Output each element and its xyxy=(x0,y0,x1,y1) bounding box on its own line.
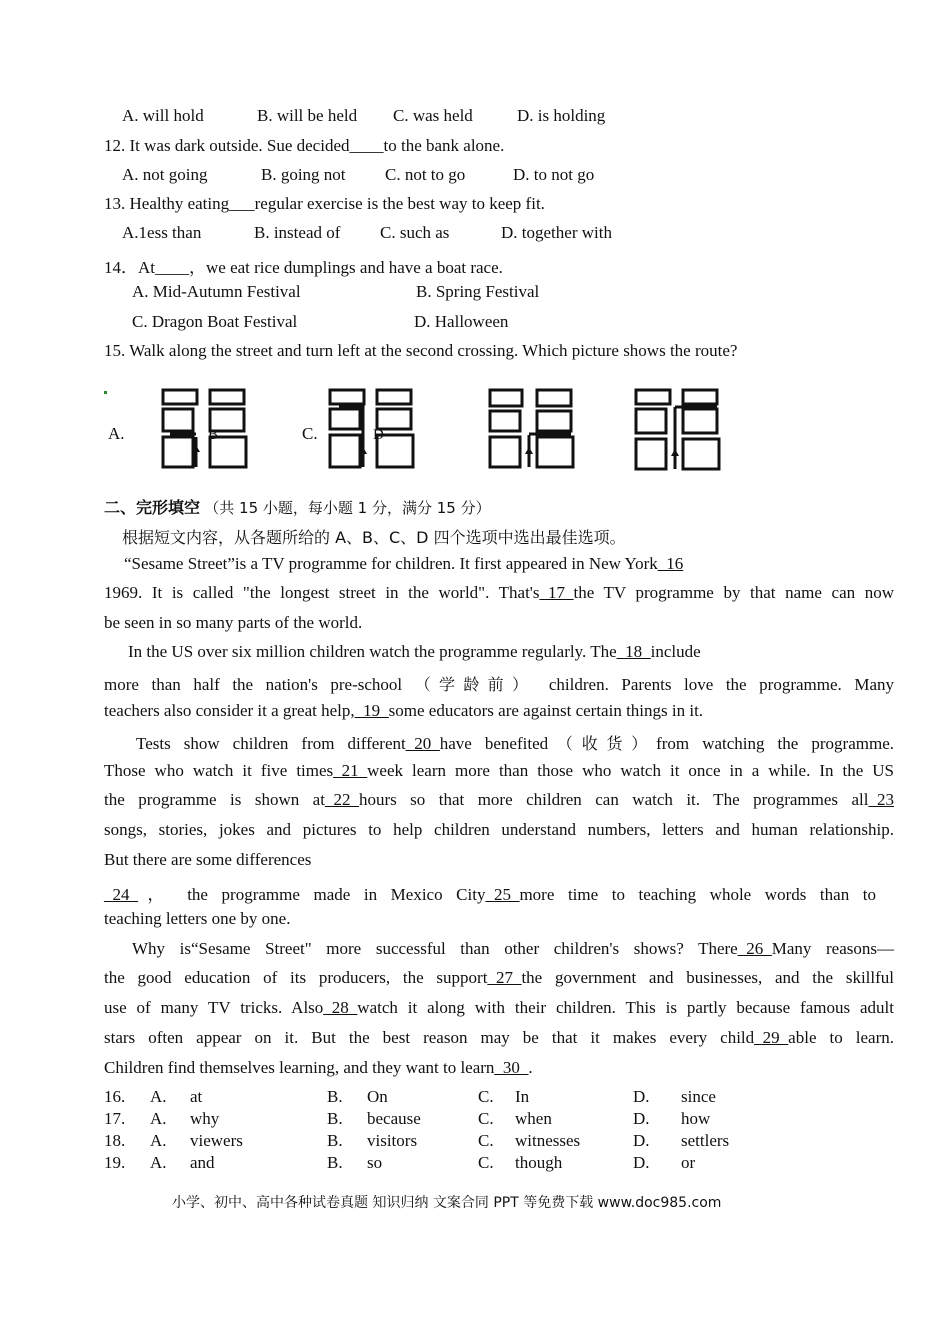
q13-option-c: C. such as xyxy=(380,223,450,242)
passage-line: Children find themselves learning, and they want to learn_30_. xyxy=(104,1058,533,1077)
passage-line: use of many TV tricks. Also_28_watch it along with their children. This is partly because famous adult xyxy=(104,998,894,1017)
blank-21: _21_ xyxy=(333,761,368,780)
q11-option-b: B. will be held xyxy=(257,106,358,125)
q13-option-d: D. together with xyxy=(501,223,612,242)
passage-line: _24_， the programme made in Mexico City_25_more time to teaching whole words than to xyxy=(104,885,876,904)
q11-option-a: A. will hold xyxy=(122,106,204,125)
q15-stem: 15. Walk along the street and turn left at the second crossing. Which picture shows the route? xyxy=(104,341,738,360)
blank-17: _17_ xyxy=(539,583,574,602)
q15-label-b: B xyxy=(208,427,219,443)
q13-option-b: B. instead of xyxy=(254,223,341,242)
passage-line: the good education of its producers, the support_27_the government and businesses, and the skillful xyxy=(104,968,895,987)
route-map-a xyxy=(160,387,250,471)
q15-label-d: D xyxy=(373,427,384,443)
q14-option-b: B. Spring Festival xyxy=(416,282,540,301)
blank-27: _27_ xyxy=(487,968,522,987)
blank-25: _25_ xyxy=(485,885,520,904)
q12-stem: 12. It was dark outside. Sue decided____to the bank alone. xyxy=(104,136,505,155)
passage-line: But there are some differences xyxy=(104,850,312,869)
passage-line: teaching letters one by one. xyxy=(104,909,291,928)
blank-28: _28_ xyxy=(323,998,358,1017)
section-2-instruction: 根据短文内容，从各题所给的 A、B、C、D 四个选项中选出最佳选项。 xyxy=(122,528,626,547)
q12-option-c: C. not to go xyxy=(385,165,466,184)
q11-option-c: C. was held xyxy=(393,106,473,125)
blank-22: _22_ xyxy=(324,790,359,809)
passage-line: stars often appear on it. But the best reason may be that it makes every child_29_able to learn. xyxy=(104,1028,895,1047)
q12-option-a: A. not going xyxy=(122,165,208,184)
passage-line: 1969. It is called "the longest street in the world". That's_17_the TV programme by that name can now xyxy=(104,583,894,602)
blank-24: _24_ xyxy=(104,885,138,904)
route-map-4 xyxy=(633,387,723,473)
q13-stem: 13. Healthy eating___regular exercise is the best way to keep fit. xyxy=(104,194,545,213)
passage-line: teachers also consider it a great help,_19_some educators are against certain things in it. xyxy=(104,701,704,720)
passage-line: Tests show children from different_20_have benefited（收货）from watching the programme. xyxy=(136,734,894,753)
passage-line: In the US over six million children watch the programme regularly. The_18_include xyxy=(128,642,701,661)
q15-label-a: A. xyxy=(108,424,125,443)
blank-16: _16 xyxy=(657,554,684,573)
page-footer: 小学、初中、高中各种试卷真题 知识归纳 文案合同 PPT 等免费下载 www.doc985.com xyxy=(172,1195,722,1211)
route-map-3 xyxy=(487,387,577,471)
q13-option-a: A.1ess than xyxy=(122,223,202,242)
passage-line: Why is“Sesame Street" more successful than other children's shows? There_26_Many reasons— xyxy=(132,939,894,958)
blank-29: _29_ xyxy=(754,1028,789,1047)
passage-line: more than half the nation's pre-school （学龄前） children. Parents love the programme. Many xyxy=(104,675,894,694)
blank-20: _20_ xyxy=(405,734,440,753)
blank-19: _19_ xyxy=(354,701,389,720)
passage-line: “Sesame Street”is a TV programme for children. It first appeared in New York_16 xyxy=(124,554,684,573)
passage-line: Those who watch it five times_21_week learn more than those who watch it once in a while. In the US xyxy=(104,761,895,780)
section-2-title: 二、完形填空 xyxy=(104,498,201,517)
q14-option-c: C. Dragon Boat Festival xyxy=(132,312,298,331)
q14-option-a: A. Mid-Autumn Festival xyxy=(132,282,301,301)
passage-line: the programme is shown at_22_hours so that more children can watch it. The programmes all_23 xyxy=(104,790,894,809)
passage-line: songs, stories, jokes and pictures to help children understand numbers, letters and human relationship. xyxy=(104,820,894,839)
q12-option-b: B. going not xyxy=(261,165,346,184)
blank-30: _30_ xyxy=(494,1058,529,1077)
q12-option-d: D. to not go xyxy=(513,165,595,184)
q11-option-d: D. is holding xyxy=(517,106,606,125)
section-2-note: （共 15 小题，每小题 1 分，满分 15 分） xyxy=(204,499,491,517)
q14-stem: 14．At____，we eat rice dumplings and have a boat race. xyxy=(104,258,503,277)
q14-option-d: D. Halloween xyxy=(414,312,509,331)
blank-18: _18_ xyxy=(616,642,651,661)
passage-line: be seen in so many parts of the world. xyxy=(104,613,363,632)
blank-23: _23 xyxy=(868,790,894,809)
section-2-heading xyxy=(104,495,491,518)
route-map-c xyxy=(327,387,417,471)
q15-label-c: C. xyxy=(302,424,318,443)
green-dot xyxy=(104,391,107,394)
blank-26: _26_ xyxy=(737,939,772,958)
